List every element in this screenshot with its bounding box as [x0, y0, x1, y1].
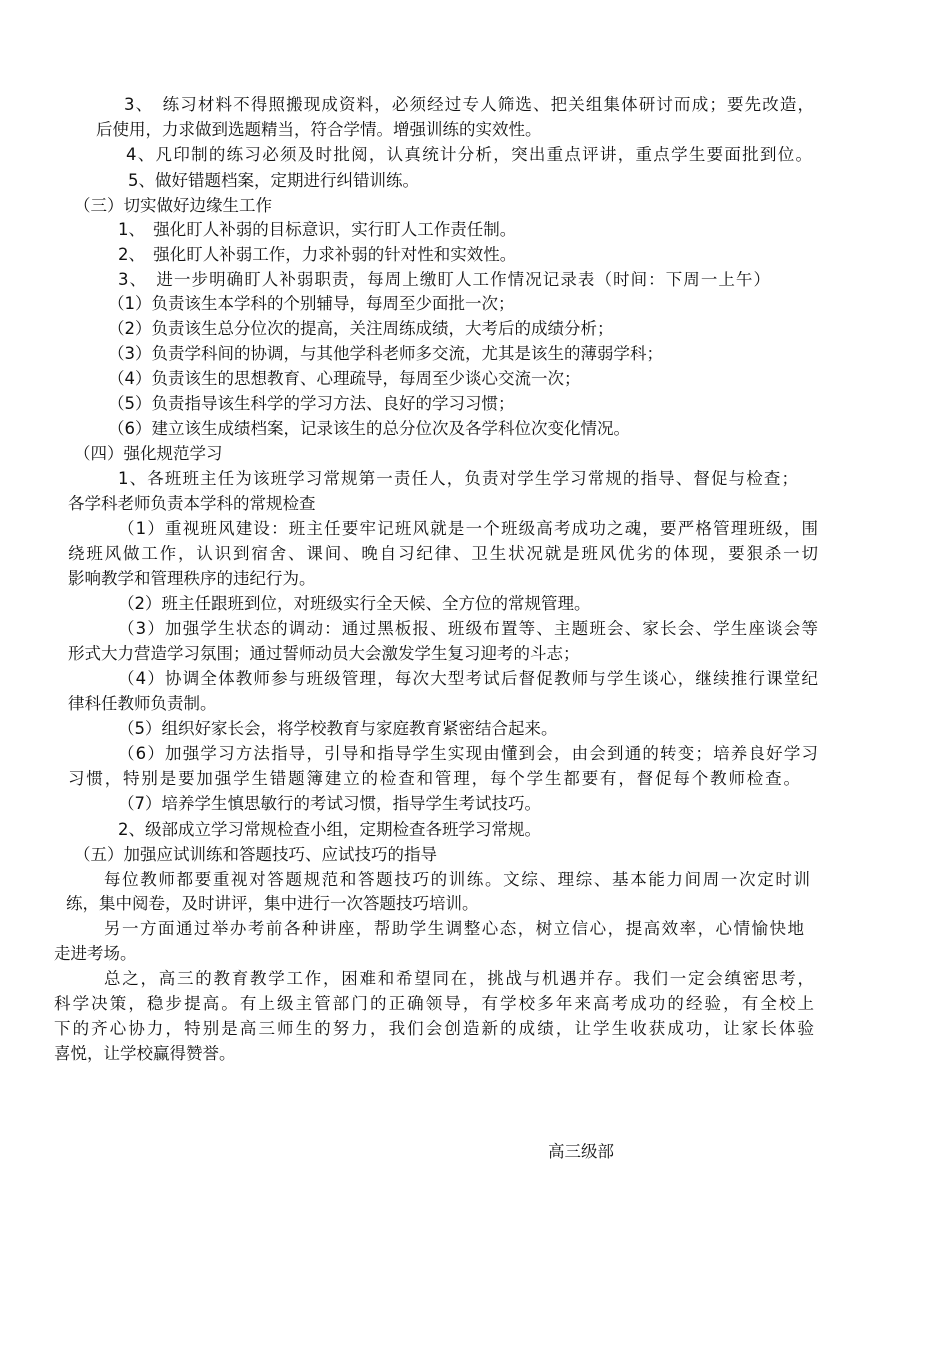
text-line: （1）重视班风建设：班主任要牢记班风就是一个班级高考成功之魂，要严格管理班级，围 [118, 519, 818, 538]
text-line: （五）加强应试训练和答题技巧、应试技巧的指导 [74, 845, 437, 864]
text-line: （2）班主任跟班到位，对班级实行全天候、全方位的常规管理。 [118, 594, 591, 613]
text-line: （2）负责该生总分位次的提高，关注周练成绩，大考后的成绩分析； [108, 319, 614, 338]
text-line: 1、 强化盯人补弱的目标意识，实行盯人工作责任制。 [118, 220, 517, 239]
text-line: 2、 强化盯人补弱工作，力求补弱的针对性和实效性。 [118, 245, 517, 264]
text-line: 喜悦，让学校赢得赞誉。 [54, 1044, 236, 1063]
text-line: 绕班风做工作，认识到宿舍、课间、晚自习纪律、卫生状况就是班风优劣的体现，要狠杀一切 [68, 544, 818, 563]
text-line: 另一方面通过举办考前各种讲座，帮助学生调整心态，树立信心，提高效率，心情愉快地 [104, 919, 804, 938]
text-line: 总之，高三的教育教学工作，困难和希望同在，挑战与机遇并存。我们一定会缜密思考， [104, 969, 814, 988]
text-line: 1、各班班主任为该班学习常规第一责任人，负责对学生学习常规的指导、督促与检查； [118, 469, 798, 488]
text-line: （四）强化规范学习 [74, 444, 223, 463]
text-line: （三）切实做好边缘生工作 [74, 196, 272, 215]
text-line: （6）建立该生成绩档案，记录该生的总分位次及各学科位次变化情况。 [108, 419, 630, 438]
text-line: 形式大力营造学习氛围；通过誓师动员大会激发学生复习迎考的斗志； [68, 644, 580, 663]
text-line: 下的齐心协力，特别是高三师生的努力，我们会创造新的成绩，让学生收获成功，让家长体验 [54, 1019, 814, 1038]
text-line: （5）组织好家长会，将学校教育与家庭教育紧密结合起来。 [118, 719, 558, 738]
text-line: 3、 练习材料不得照搬现成资料，必须经过专人筛选、把关组集体研讨而成；要先改造， [124, 95, 814, 114]
text-line: （3）加强学生状态的调动：通过黑板报、班级布置等、主题班会、家长会、学生座谈会等 [118, 619, 818, 638]
signature: 高三级部 [548, 1142, 614, 1161]
text-line: （5）负责指导该生科学的学习方法、良好的学习习惯； [108, 394, 515, 413]
text-line: 走进考场。 [54, 944, 137, 963]
text-line: 影响教学和管理秩序的违纪行为。 [68, 569, 316, 588]
text-line: 习惯，特别是要加强学生错题簿建立的检查和管理，每个学生都要有，督促每个教师检查。 [68, 769, 800, 788]
text-line: （6）加强学习方法指导，引导和指导学生实现由懂到会，由会到通的转变；培养良好学习 [118, 744, 818, 763]
text-line: 4、凡印制的练习必须及时批阅，认真统计分析，突出重点评讲，重点学生要面批到位。 [126, 145, 812, 164]
text-line: （4）协调全体教师参与班级管理，每次大型考试后督促教师与学生谈心，继续推行课堂纪 [118, 669, 818, 688]
text-line: 3、 进一步明确盯人补弱职责，每周上缴盯人工作情况记录表（时间：下周一上午） [118, 270, 770, 289]
text-line: 各学科老师负责本学科的常规检查 [68, 494, 316, 513]
text-line: （3）负责学科间的协调，与其他学科老师多交流，尤其是该生的薄弱学科； [108, 344, 663, 363]
text-line: 科学决策，稳步提高。有上级主管部门的正确领导，有学校多年来高考成功的经验，有全校上 [54, 994, 814, 1013]
text-line: （4）负责该生的思想教育、心理疏导，每周至少谈心交流一次； [108, 369, 581, 388]
text-line: （1）负责该生本学科的个别辅导，每周至少面批一次； [108, 294, 515, 313]
text-line: 后使用，力求做到选题精当，符合学情。增强训练的实效性。 [96, 120, 542, 139]
text-line: （7）培养学生慎思敏行的考试习惯，指导学生考试技巧。 [118, 794, 541, 813]
text-line: 律科任教师负责制。 [68, 694, 217, 713]
text-line: 每位教师都要重视对答题规范和答题技巧的训练。文综、理综、基本能力间周一次定时训 [104, 870, 810, 889]
text-line: 练，集中阅卷，及时讲评，集中进行一次答题技巧培训。 [66, 894, 479, 913]
text-line: 5、做好错题档案，定期进行纠错训练。 [128, 171, 419, 190]
text-line: 2、级部成立学习常规检查小组，定期检查各班学习常规。 [118, 820, 541, 839]
